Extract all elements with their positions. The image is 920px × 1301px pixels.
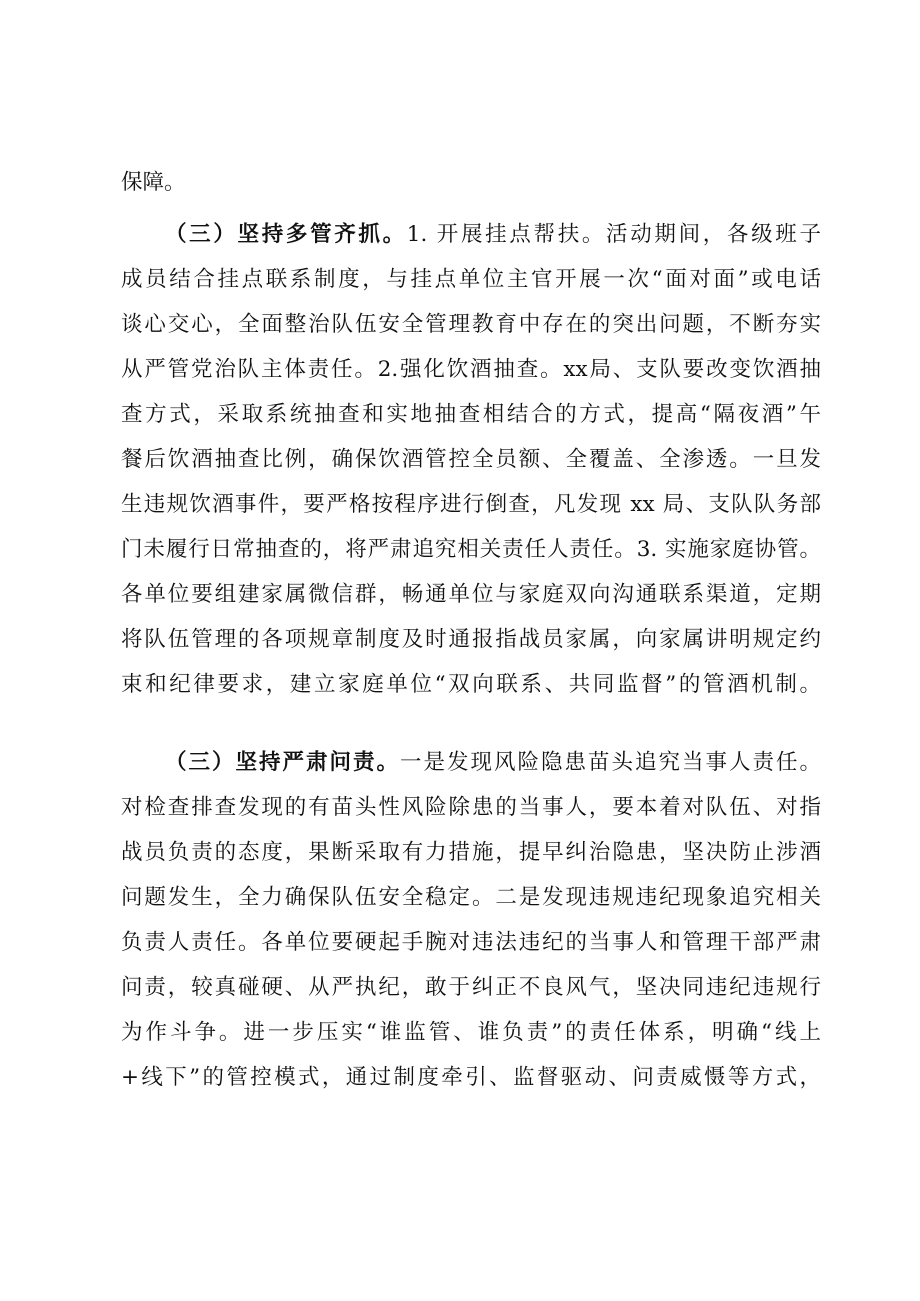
line-text: 各单位要组建家属微信群，畅通单位与家庭双向沟通联系渠道，定期 (121, 582, 821, 607)
paragraph-line (121, 305, 821, 345)
line-text: 1. 开展挂点帮扶。活动期间，各级班子 (406, 222, 821, 247)
paragraph-line (121, 530, 821, 570)
paragraph-line (121, 788, 821, 828)
line-text: 负责人责任。各单位要硬起手腕对违法违纪的当事人和管理干部严肃 (121, 930, 821, 955)
paragraph-line (121, 878, 821, 918)
line-text: 生违规饮酒事件，要严格按程序进行倒查，凡发现 xx 局、支队队务部 (121, 492, 821, 517)
paragraph-line (121, 1013, 821, 1053)
paragraph-line (165, 743, 821, 783)
paragraph-line (165, 215, 821, 255)
paragraph-line (121, 440, 821, 480)
line-text: 问题发生，全力确保队伍安全稳定。二是发现违规违纪现象追究相关 (121, 885, 821, 910)
line-text: 一是发现风险隐患苗头追究当事人责任。 (400, 750, 821, 775)
line-text: 战员负责的态度，果断采取有力措施，提早纠治隐患，坚决防止涉酒 (121, 840, 821, 865)
paragraph-line (121, 163, 821, 203)
paragraph-line (121, 923, 821, 963)
line-text: 谈心交心，全面整治队伍安全管理教育中存在的突出问题，不断夯实 (121, 312, 821, 337)
paragraph-line (121, 485, 821, 525)
paragraph-line (121, 620, 821, 660)
paragraph-line (121, 350, 821, 390)
paragraph-line (121, 968, 821, 1008)
line-text: 将队伍管理的各项规章制度及时通报指战员家属，向家属讲明规定约 (121, 627, 821, 652)
line-text: 成员结合挂点联系制度，与挂点单位主官开展一次“面对面”或电话 (121, 267, 821, 292)
section-heading: （三）坚持多管齐抓。 (165, 222, 407, 247)
paragraph-line (121, 1058, 821, 1098)
line-text: +线下”的管控模式，通过制度牵引、监督驱动、问责威慑等方式， (121, 1065, 821, 1090)
paragraph-line (121, 833, 821, 873)
paragraph-line (121, 260, 821, 300)
paragraph-line (121, 575, 821, 615)
line-text: 从严管党治队主体责任。2.强化饮酒抽查。xx局、支队要改变饮酒抽 (121, 357, 821, 382)
line-text: 对检查排查发现的有苗头性风险除患的当事人，要本着对队伍、对指 (121, 795, 821, 820)
line-text: 查方式，采取系统抽查和实地抽查相结合的方式，提高“隔夜酒”午 (121, 402, 821, 427)
line-text: 餐后饮酒抽查比例，确保饮酒管控全员额、全覆盖、全渗透。一旦发 (121, 447, 821, 472)
paragraph-line (121, 395, 821, 435)
line-text: 门未履行日常抽查的，将严肃追究相关责任人责任。3. 实施家庭协管。 (121, 537, 821, 562)
line-text: 问责，较真碰硬、从严执纪，敢于纠正不良风气，坚决同违纪违规行 (121, 975, 821, 1000)
section-heading: （三）坚持严肃问责。 (165, 750, 400, 775)
line-text: 保障。 (121, 170, 186, 195)
paragraph-line (121, 665, 821, 705)
line-text: 束和纪律要求，建立家庭单位“双向联系、共同监督”的管酒机制。 (121, 672, 821, 697)
line-text: 为作斗争。进一步压实“谁监管、谁负责”的责任体系，明确“线上 (121, 1020, 821, 1045)
